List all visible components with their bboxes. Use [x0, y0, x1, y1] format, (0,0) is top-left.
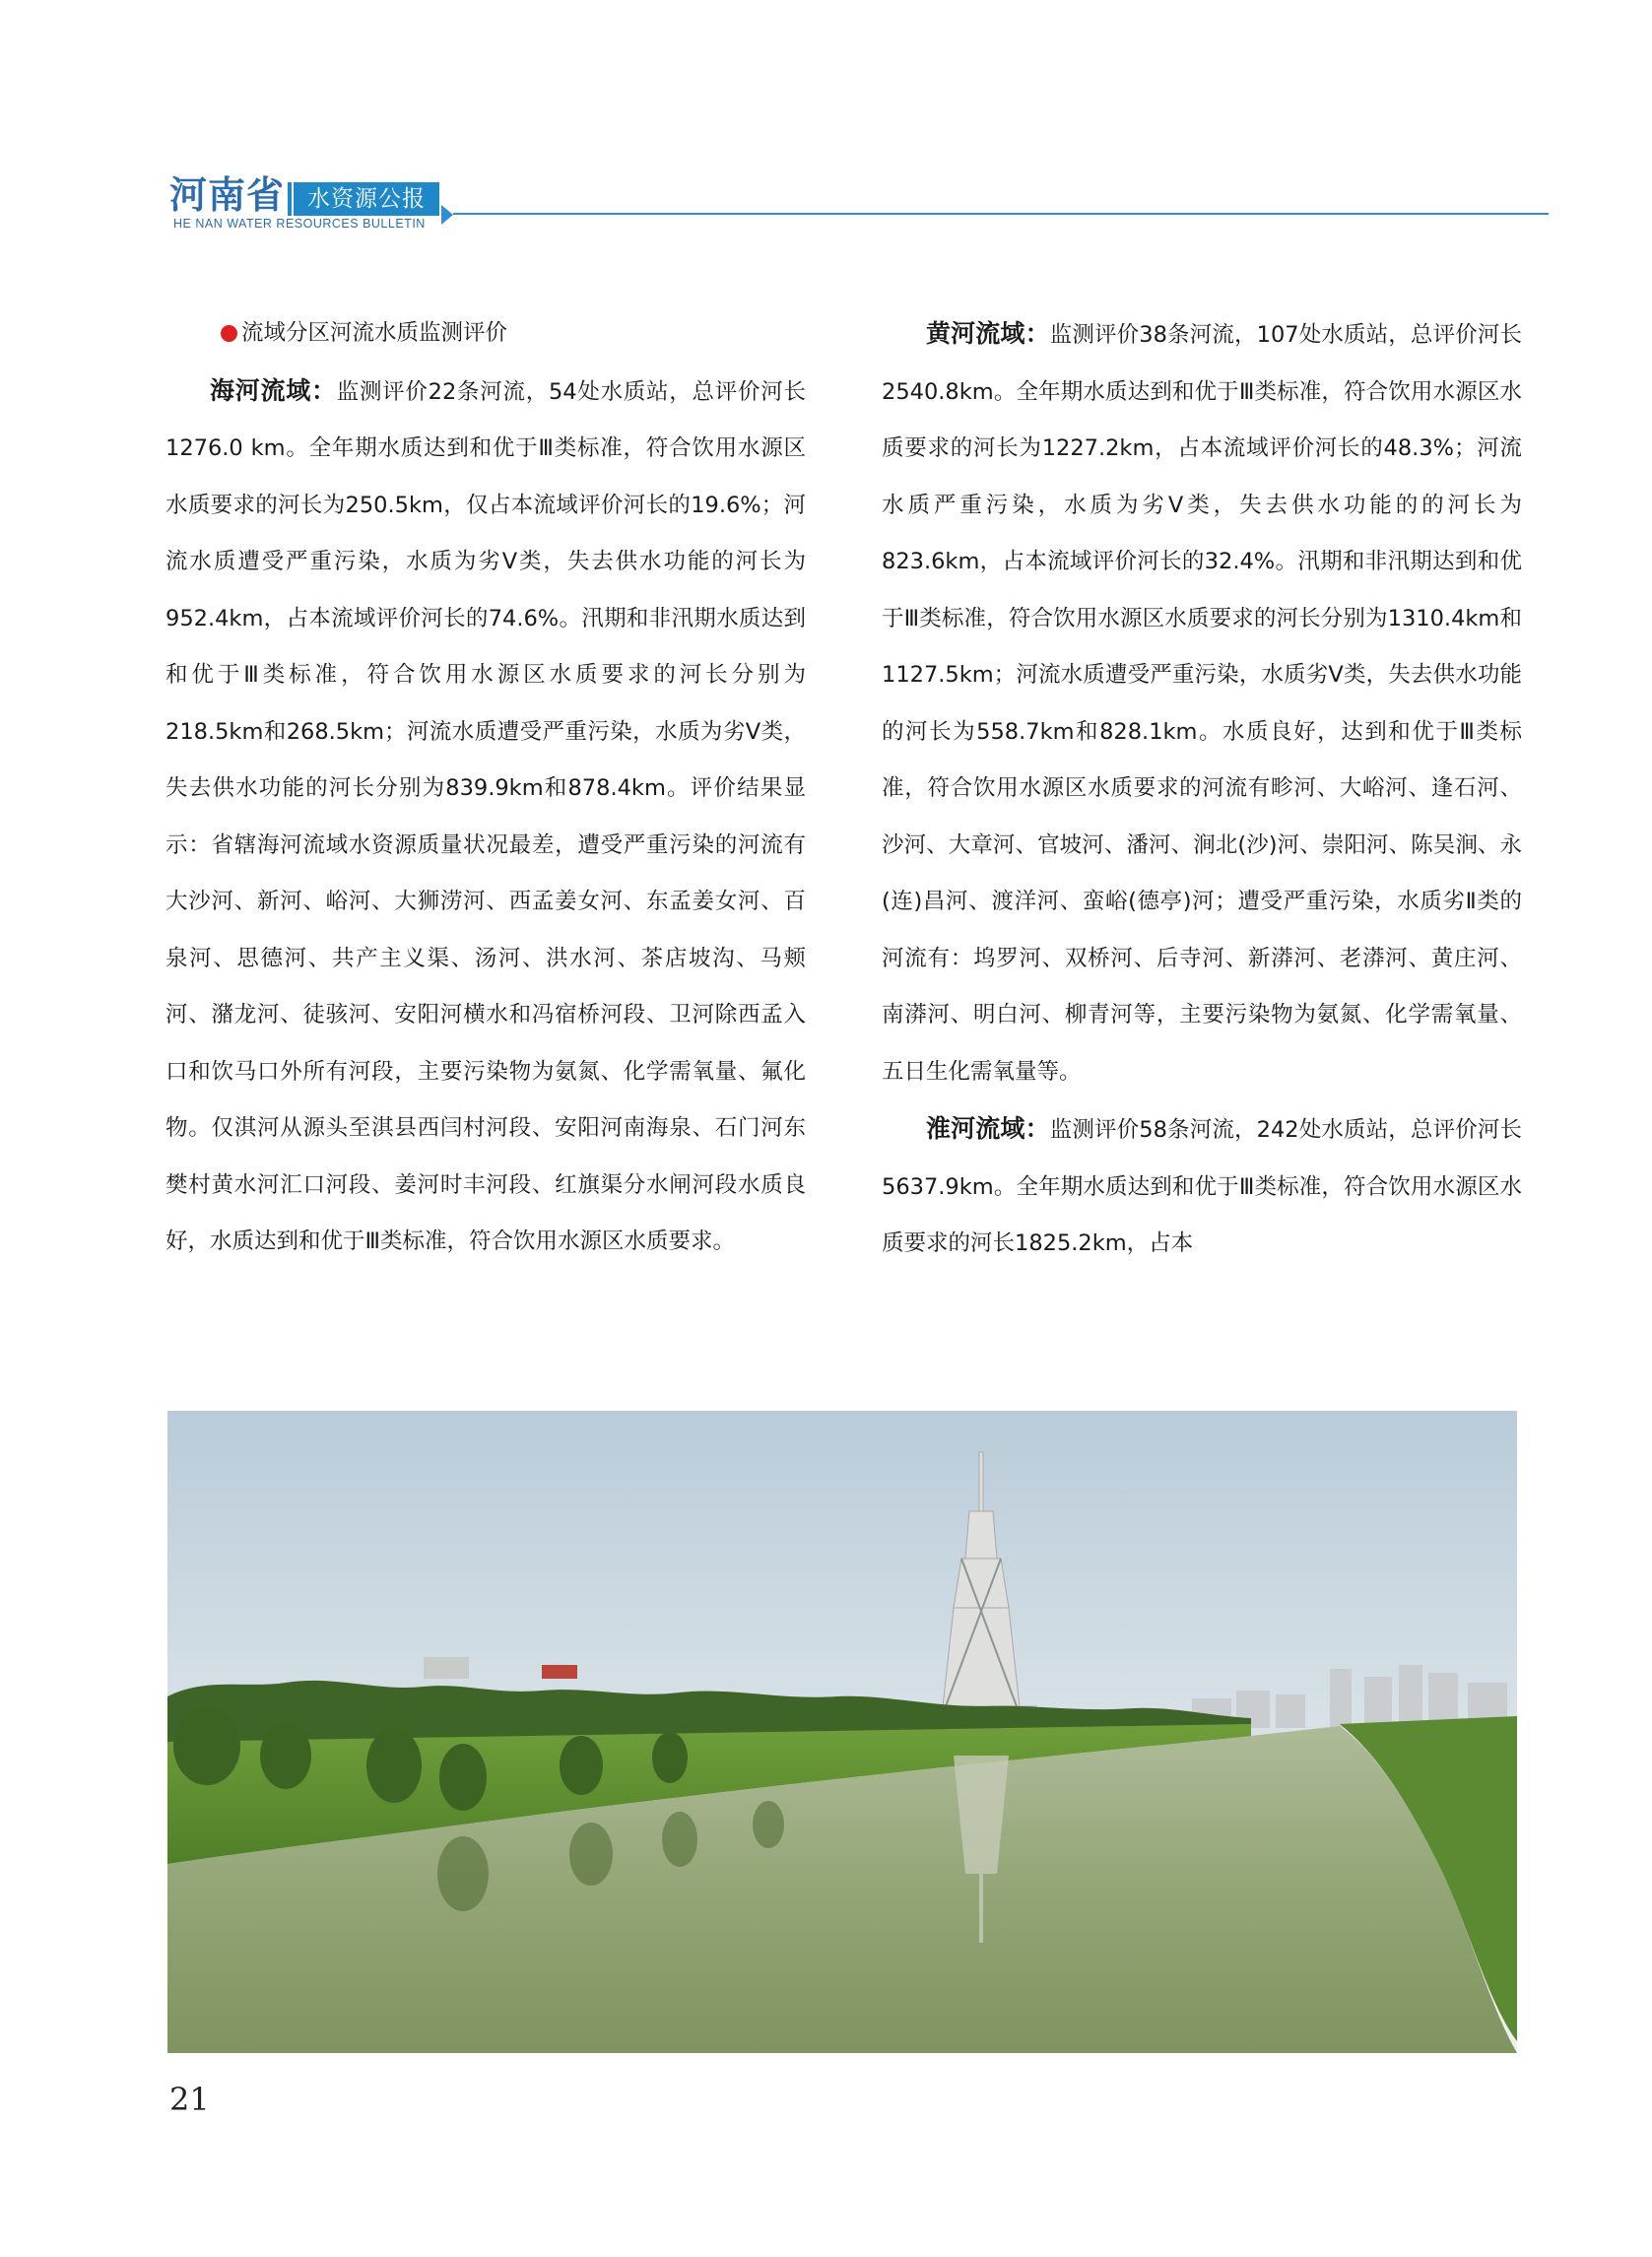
- huaihe-lead: 淮河流域：: [926, 1114, 1050, 1143]
- huaihe-text: 监测评价58条河流，242处水质站，总评价河长5637.9km。全年期水质达到和优于Ⅲ类标准，符合饮用水源区水质要求的河长1825.2km，占本: [882, 1117, 1522, 1256]
- huanghe-paragraph: [882, 305, 1522, 1100]
- header-rule-arrow: [441, 205, 453, 225]
- header-rule: [453, 213, 1549, 215]
- bulletin-title: 河南省: [169, 172, 286, 217]
- bulletin-tag: 水资源公报: [294, 182, 439, 216]
- huanghe-text: 监测评价38条河流，107处水质站，总评价河长2540.8km。全年期水质达到和优于Ⅲ类标准，符合饮用水源区水质要求的河长为1227.2km，占本流域评价河长的48.3%；河流水质严重污染，水质为劣Ⅴ类，失去供水功能的的河长为823.6km，占本流域评价河长的32.4%。汛期和非汛期达到和优于Ⅲ类标准，符合饮用水源区水质要求的河长分别为1310.4km和1127.5km；河流水质遭受严重污染，水质劣Ⅴ类，失去供水功能的河长为558.7km和828.1km。水质良好，达到和优于Ⅲ类标准，符合饮用水源区水质要求的河流有畛河、大峪河、逢石河、沙河、大章河、官坡河、潘河、涧北(沙)河、崇阳河、陈吴涧、永(连)昌河、渡洋河、蛮峪(德亭)河；遭受严重污染，水质劣Ⅱ类的河流有：坞罗河、双桥河、后寺河、新漭河、老漭河、黄庄河、南漭河、明白河、柳青河等，主要污染物为氨氮、化学需氧量、五日生化需氧量等。: [882, 322, 1522, 1085]
- haihe-lead: 海河流域：: [210, 375, 337, 405]
- red-bullet-icon: [221, 325, 237, 342]
- page-number: 21: [169, 2081, 210, 2118]
- masthead: [169, 173, 1549, 232]
- section-heading-text: 流域分区河流水质监测评价: [241, 320, 508, 346]
- left-column: [165, 305, 806, 1271]
- haihe-paragraph: [165, 363, 806, 1271]
- huanghe-lead: 黄河流域：: [926, 319, 1050, 348]
- bulletin-subtitle: HE NAN WATER RESOURCES BULLETIN: [173, 217, 426, 231]
- haihe-text: 监测评价22条河流，54处水质站，总评价河长1276.0 km。全年期水质达到和优于Ⅲ类标准，符合饮用水源区水质要求的河长为250.5km，仅占本流域评价河长的19.6%；河流水质遭受严重污染，水质为劣Ⅴ类，失去供水功能的河长为952.4km，占本流域评价河长的74.6%。汛期和非汛期水质达到和优于Ⅲ类标准，符合饮用水源区水质要求的河长分别为218.5km和268.5km；河流水质遭受严重污染，水质为劣Ⅴ类，失去供水功能的河长分别为839.9km和878.4km。评价结果显示：省辖海河流域水资源质量状况最差，遭受严重污染的河流有大沙河、新河、峪河、大狮涝河、西孟姜女河、东孟姜女河、百泉河、思德河、共产主义渠、汤河、洪水河、茶店坡沟、马颊河、潴龙河、徒骇河、安阳河横水和冯宿桥河段、卫河除西孟入口和饮马口外所有河段，主要污染物为氨氮、化学需氧量、氟化物。仅淇河从源头至淇县西闫村河段、安阳河南海泉、石门河东樊村黄水河汇口河段、姜河时丰河段、红旗渠分水闸河段水质良好，水质达到和优于Ⅲ类标准，符合饮用水源区水质要求。: [165, 378, 806, 1254]
- river-tower-photo: [167, 1411, 1517, 2053]
- right-column: [882, 305, 1522, 1273]
- huaihe-paragraph: [882, 1100, 1522, 1273]
- section-heading: [165, 305, 806, 363]
